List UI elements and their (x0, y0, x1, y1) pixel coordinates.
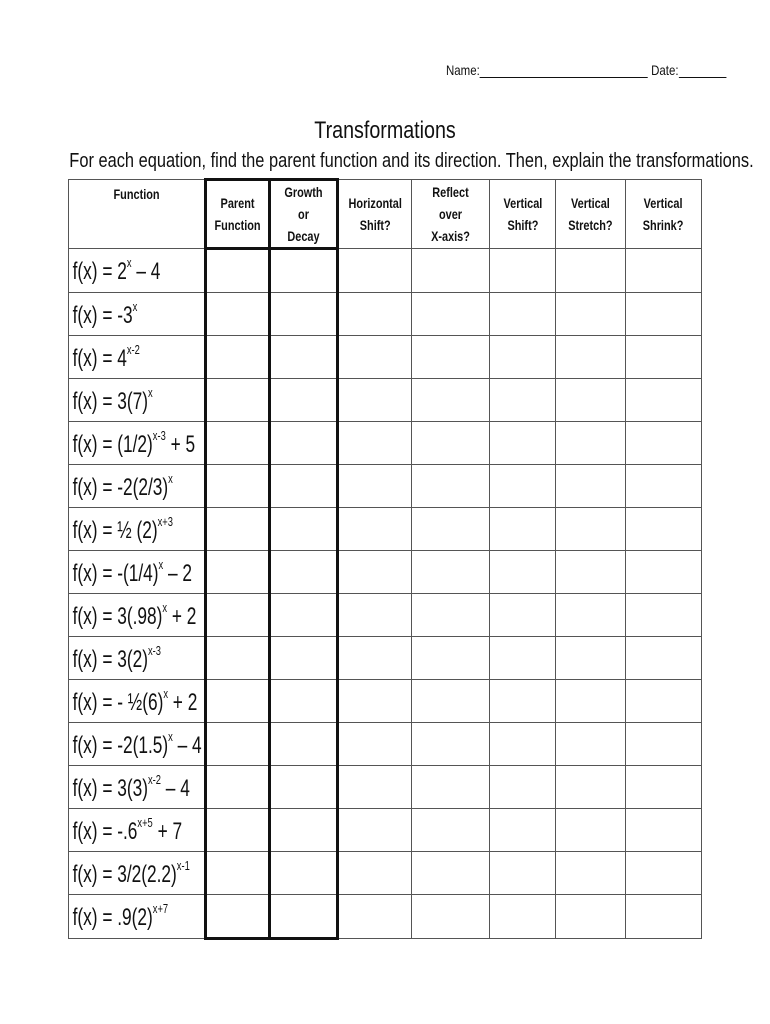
answer-cell[interactable] (556, 508, 626, 551)
answer-cell[interactable] (556, 336, 626, 379)
answer-cell[interactable] (206, 379, 270, 422)
function-cell (69, 293, 206, 336)
table-row (69, 637, 702, 680)
equation-base: f(x) = 2 (72, 258, 127, 285)
equation-base: f(x) = 3(.98) (72, 602, 163, 630)
equation-tail: – 4 (172, 731, 202, 759)
answer-cell[interactable] (338, 293, 412, 336)
answer-cell[interactable] (338, 336, 412, 379)
equation-tail: + 5 (165, 430, 196, 458)
answer-cell[interactable] (490, 852, 556, 895)
answer-cell[interactable] (490, 723, 556, 766)
function-equation (69, 255, 160, 286)
function-cell (69, 895, 206, 939)
equation-exponent: x (162, 599, 168, 615)
equation-base: f(x) = -(1/4) (72, 559, 159, 587)
answer-cell[interactable] (490, 594, 556, 637)
answer-cell[interactable] (206, 809, 270, 852)
answer-cell[interactable] (626, 766, 702, 809)
name-label: Name: (446, 62, 480, 78)
equation-base: f(x) = 3/2(2.2) (72, 860, 177, 888)
answer-cell[interactable] (206, 766, 270, 809)
column-header-label: Growth or Decay (284, 184, 323, 244)
table-row (69, 680, 702, 723)
answer-cell[interactable] (270, 508, 338, 551)
date-blank[interactable] (679, 63, 727, 78)
answer-cell[interactable] (490, 293, 556, 336)
answer-cell[interactable] (490, 637, 556, 680)
equation-base: f(x) = -2(1.5) (72, 731, 169, 759)
answer-cell[interactable] (556, 465, 626, 508)
answer-cell[interactable] (270, 852, 338, 895)
transformations-table (68, 178, 702, 940)
column-header-label: Vertical Shrink? (643, 195, 684, 233)
column-header (69, 180, 206, 249)
answer-cell[interactable] (270, 809, 338, 852)
answer-cell[interactable] (626, 594, 702, 637)
answer-cell[interactable] (412, 895, 490, 939)
answer-cell[interactable] (412, 766, 490, 809)
equation-tail: + 2 (168, 688, 198, 716)
answer-cell[interactable] (626, 852, 702, 895)
table-row (69, 766, 702, 809)
answer-cell[interactable] (206, 680, 270, 723)
answer-cell[interactable] (206, 551, 270, 594)
answer-cell[interactable] (270, 723, 338, 766)
answer-cell[interactable] (626, 508, 702, 551)
equation-base: f(x) = 4 (72, 344, 127, 372)
function-cell (69, 336, 206, 379)
answer-cell[interactable] (556, 249, 626, 293)
table-row (69, 852, 702, 895)
table-row (69, 895, 702, 939)
answer-cell[interactable] (556, 422, 626, 465)
function-cell (69, 249, 206, 293)
equation-exponent: x-3 (147, 642, 161, 658)
answer-cell[interactable] (412, 723, 490, 766)
equation-base: f(x) = .9(2) (72, 904, 153, 931)
answer-cell[interactable] (412, 336, 490, 379)
answer-cell[interactable] (490, 895, 556, 939)
equation-base: f(x) = (1/2) (72, 430, 153, 458)
answer-cell[interactable] (206, 637, 270, 680)
equation-base: f(x) = -2(2/3) (72, 473, 169, 501)
answer-cell[interactable] (412, 379, 490, 422)
column-header-label: Parent Function (214, 195, 261, 233)
equation-exponent: x (126, 255, 132, 270)
answer-cell[interactable] (206, 508, 270, 551)
table-row (69, 293, 702, 336)
function-cell (69, 422, 206, 465)
answer-cell[interactable] (206, 594, 270, 637)
equation-exponent: x (147, 384, 153, 400)
answer-cell[interactable] (270, 766, 338, 809)
answer-cell[interactable] (206, 895, 270, 939)
table-header-row (69, 180, 702, 249)
answer-cell[interactable] (626, 336, 702, 379)
answer-cell[interactable] (270, 637, 338, 680)
function-cell (69, 852, 206, 895)
table-row (69, 336, 702, 379)
answer-cell[interactable] (412, 422, 490, 465)
column-header (490, 180, 556, 249)
equation-tail: – 2 (163, 559, 193, 587)
column-header (556, 180, 626, 249)
answer-cell[interactable] (338, 809, 412, 852)
table-row (69, 249, 702, 293)
equation-base: f(x) = 3(3) (72, 774, 148, 802)
answer-cell[interactable] (490, 766, 556, 809)
equation-exponent: x (158, 556, 164, 572)
answer-cell[interactable] (206, 249, 270, 293)
answer-cell[interactable] (412, 852, 490, 895)
answer-cell[interactable] (626, 680, 702, 723)
answer-cell[interactable] (270, 249, 338, 293)
table-row (69, 508, 702, 551)
answer-cell[interactable] (490, 249, 556, 293)
equation-exponent: x-2 (147, 771, 161, 787)
table-row (69, 809, 702, 852)
function-cell (69, 766, 206, 809)
answer-cell[interactable] (338, 379, 412, 422)
column-header-label: Reflect over X-axis? (431, 184, 470, 244)
equation-base: f(x) = 3(2) (72, 645, 148, 673)
equation-exponent: x+5 (137, 814, 153, 830)
column-header (270, 180, 338, 249)
answer-cell[interactable] (626, 895, 702, 939)
column-header (412, 180, 490, 249)
answer-cell[interactable] (626, 422, 702, 465)
name-blank[interactable] (480, 63, 648, 78)
answer-cell[interactable] (338, 766, 412, 809)
answer-cell[interactable] (270, 551, 338, 594)
answer-cell[interactable] (556, 852, 626, 895)
equation-base: f(x) = 3(7) (72, 387, 148, 415)
answer-cell[interactable] (270, 422, 338, 465)
answer-cell[interactable] (270, 379, 338, 422)
function-cell (69, 594, 206, 637)
answer-cell[interactable] (556, 723, 626, 766)
answer-cell[interactable] (206, 422, 270, 465)
column-header-label: Horizontal Shift? (348, 195, 402, 233)
answer-cell[interactable] (338, 637, 412, 680)
answer-cell[interactable] (490, 379, 556, 422)
answer-cell[interactable] (412, 551, 490, 594)
answer-cell[interactable] (412, 594, 490, 637)
answer-cell[interactable] (490, 465, 556, 508)
function-cell (69, 508, 206, 551)
function-equation (69, 729, 202, 760)
table-row (69, 422, 702, 465)
function-cell (69, 551, 206, 594)
answer-cell[interactable] (490, 809, 556, 852)
column-header-label: Vertical Stretch? (568, 195, 613, 233)
equation-exponent: x-1 (176, 857, 190, 873)
equation-base: f(x) = ½ (2) (72, 516, 158, 544)
answer-cell[interactable] (338, 594, 412, 637)
answer-cell[interactable] (626, 379, 702, 422)
answer-cell[interactable] (490, 680, 556, 723)
answer-cell[interactable] (556, 379, 626, 422)
answer-cell[interactable] (206, 336, 270, 379)
answer-cell[interactable] (338, 852, 412, 895)
function-cell (69, 465, 206, 508)
answer-cell[interactable] (626, 465, 702, 508)
table-row (69, 465, 702, 508)
answer-cell[interactable] (556, 594, 626, 637)
answer-cell[interactable] (626, 551, 702, 594)
table-row (69, 723, 702, 766)
answer-cell[interactable] (556, 293, 626, 336)
equation-base: f(x) = -.6 (72, 817, 138, 845)
answer-cell[interactable] (270, 680, 338, 723)
function-equation (69, 299, 137, 330)
equation-exponent: x (168, 470, 173, 486)
worksheet-instructions: For each equation, find the parent function and its direction. Then, explain the transformations. (69, 150, 754, 172)
equation-exponent: x-3 (152, 427, 166, 443)
equation-exponent: x (132, 298, 138, 314)
worksheet-title: Transformations (314, 117, 456, 144)
answer-cell[interactable] (338, 508, 412, 551)
answer-cell[interactable] (206, 852, 270, 895)
answer-cell[interactable] (490, 508, 556, 551)
function-equation (69, 385, 153, 416)
answer-cell[interactable] (556, 809, 626, 852)
function-equation (69, 600, 196, 631)
answer-cell[interactable] (412, 508, 490, 551)
answer-cell[interactable] (626, 249, 702, 293)
answer-cell[interactable] (556, 551, 626, 594)
equation-exponent: x+7 (152, 901, 169, 916)
answer-cell[interactable] (412, 249, 490, 293)
answer-cell[interactable] (270, 594, 338, 637)
equation-exponent: x (168, 728, 173, 744)
answer-cell[interactable] (412, 809, 490, 852)
function-cell (69, 723, 206, 766)
answer-cell[interactable] (556, 895, 626, 939)
answer-cell[interactable] (338, 680, 412, 723)
function-equation (69, 686, 197, 717)
column-header (626, 180, 702, 249)
answer-cell[interactable] (338, 723, 412, 766)
answer-cell[interactable] (490, 551, 556, 594)
answer-cell[interactable] (626, 723, 702, 766)
answer-cell[interactable] (412, 293, 490, 336)
function-equation (69, 471, 173, 502)
table-row (69, 594, 702, 637)
answer-cell[interactable] (338, 551, 412, 594)
answer-cell[interactable] (270, 465, 338, 508)
equation-tail: – 4 (131, 258, 161, 285)
function-cell (69, 809, 206, 852)
answer-cell[interactable] (206, 293, 270, 336)
answer-cell[interactable] (412, 637, 490, 680)
answer-cell[interactable] (556, 680, 626, 723)
function-cell (69, 680, 206, 723)
function-equation (69, 815, 182, 846)
function-equation (69, 901, 168, 932)
answer-cell[interactable] (270, 895, 338, 939)
function-cell (69, 379, 206, 422)
answer-cell[interactable] (626, 809, 702, 852)
table-row (69, 379, 702, 422)
answer-cell[interactable] (206, 723, 270, 766)
answer-cell[interactable] (338, 249, 412, 293)
date-label: Date: (651, 62, 679, 78)
function-equation (69, 342, 140, 373)
equation-exponent: x (163, 685, 169, 701)
table-row (69, 551, 702, 594)
answer-cell[interactable] (490, 336, 556, 379)
answer-cell[interactable] (412, 680, 490, 723)
answer-cell[interactable] (412, 465, 490, 508)
function-equation (69, 643, 161, 674)
equation-tail: + 2 (167, 602, 197, 630)
answer-cell[interactable] (206, 465, 270, 508)
equation-exponent: x-2 (126, 341, 140, 357)
equation-base: f(x) = -3 (72, 301, 133, 329)
column-header (338, 180, 412, 249)
answer-cell[interactable] (556, 766, 626, 809)
equation-tail: – 4 (160, 774, 190, 802)
answer-cell[interactable] (270, 336, 338, 379)
answer-cell[interactable] (338, 422, 412, 465)
answer-cell[interactable] (270, 293, 338, 336)
function-equation (69, 428, 195, 459)
answer-cell[interactable] (490, 422, 556, 465)
function-equation (69, 772, 190, 803)
function-equation (69, 858, 190, 889)
column-header-label: Function (113, 186, 160, 202)
function-equation (69, 514, 173, 545)
answer-cell[interactable] (338, 895, 412, 939)
function-equation (69, 557, 192, 588)
answer-cell[interactable] (556, 637, 626, 680)
equation-tail: + 7 (152, 817, 183, 845)
answer-cell[interactable] (338, 465, 412, 508)
column-header (206, 180, 270, 249)
equation-base: f(x) = - ½(6) (72, 688, 164, 716)
equation-exponent: x+3 (157, 513, 173, 529)
answer-cell[interactable] (626, 293, 702, 336)
function-cell (69, 637, 206, 680)
column-header-label: Vertical Shift? (503, 195, 542, 233)
table-body (69, 249, 702, 939)
answer-cell[interactable] (626, 637, 702, 680)
name-date-line (446, 62, 726, 78)
